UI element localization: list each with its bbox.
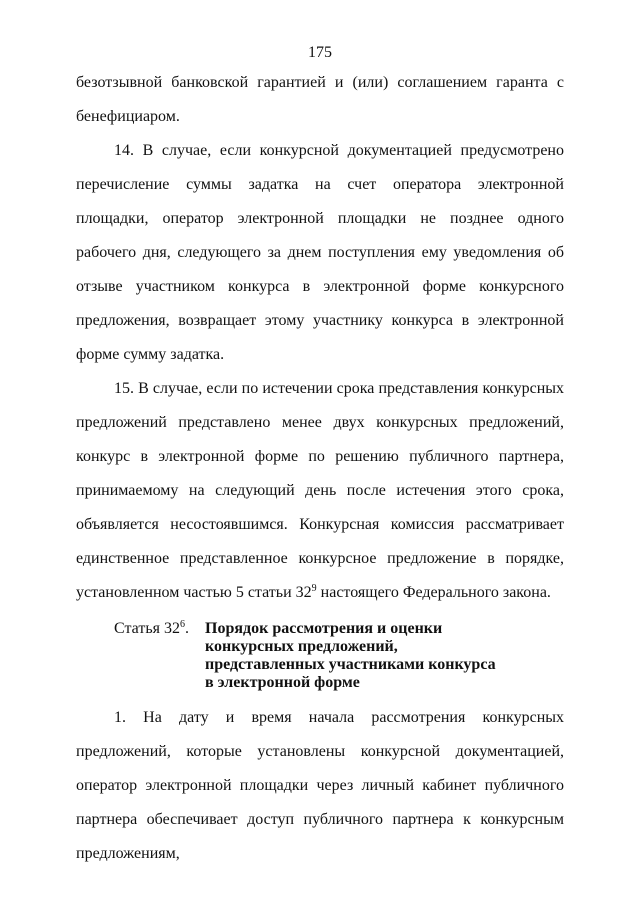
paragraph-15 <box>76 372 564 610</box>
article-title: Порядок рассмотрения и оценки конкурсных предложений, представленных участниками конкурса в электронной форме <box>205 620 496 691</box>
article-number <box>114 620 205 692</box>
article-number-text: Статья 32 <box>114 620 180 637</box>
article-number-dot: . <box>184 620 189 637</box>
paragraph-continuation: безотзывной банковской гарантией и (или) соглашением гаранта с бенефициаром. <box>76 74 564 125</box>
paragraph-15-superscript: 9 <box>311 583 317 594</box>
paragraph-14: 14. В случае, если конкурсной документацией предусмотрено перечисление суммы задатка на счет оператора электронной площадки, оператор электронной площадки не позднее одного рабочего дня, следующего за днем поступления ему уведомления об отзыве участником конкурса в электронной форме конкурсного предложения, возвращает этому участнику конкурса в электронной форме сумму задатка. <box>76 142 564 363</box>
article-number-superscript: 6 <box>179 619 185 630</box>
article-heading <box>114 620 564 692</box>
page-number: 175 <box>308 44 332 61</box>
paragraph-15-text: 15. В случае, если по истечении срока представления конкурсных предложений представлено менее двух конкурсных предложений, конкурс в электронной форме по решению публичного партнера, принимаемому на следующий день после истечения этого срока, объявляется несостоявшимся. Конкурсная комиссия рассматривает единственное представленное конкурсное предложение в порядке, установленном частью 5 статьи 32 <box>76 380 564 601</box>
paragraph-1: 1. На дату и время начала рассмотрения конкурсных предложений, которые установлены конкурсной документацией, оператор электронной площадки через личный кабинет публичного партнера обеспечивает доступ публичного партнера к конкурсным предложениям, <box>76 709 564 862</box>
document-body <box>76 66 564 871</box>
paragraph-15-tail: настоящего Федерального закона. <box>316 584 551 601</box>
